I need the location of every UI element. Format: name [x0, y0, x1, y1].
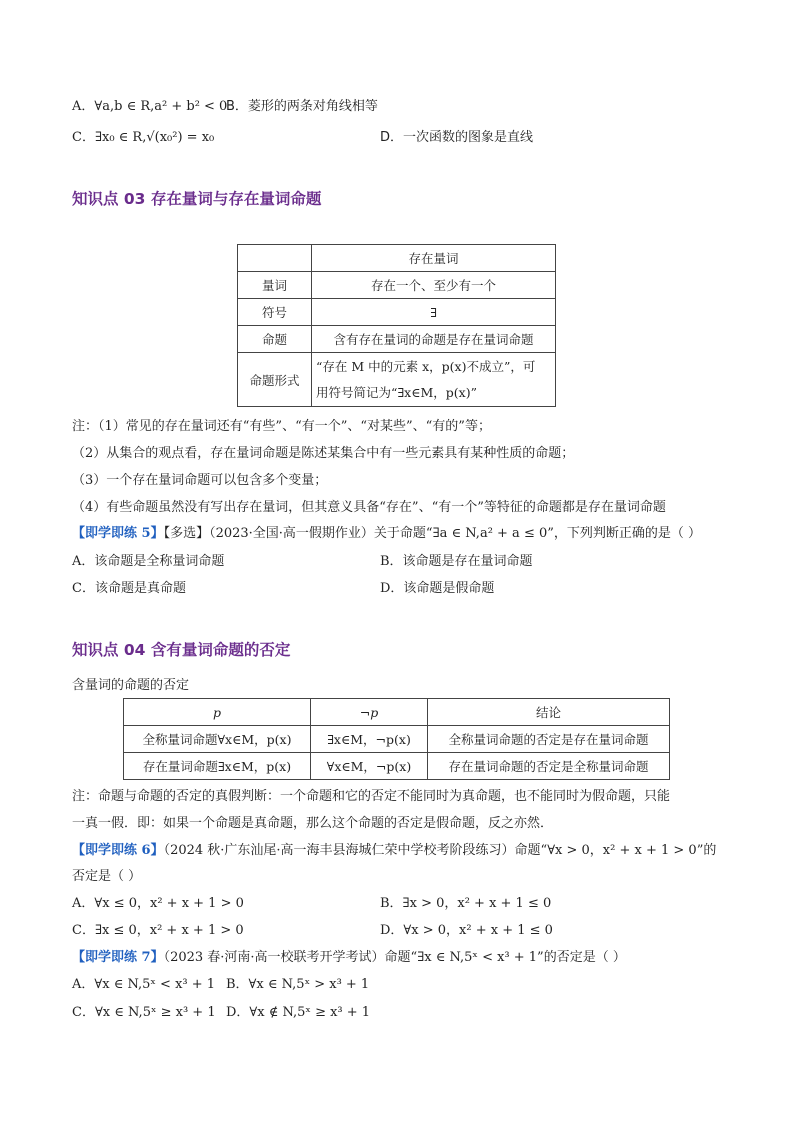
existential-quantifier-table	[237, 244, 556, 407]
option-b: B．菱形的两条对角线相等	[226, 99, 378, 114]
row-value: 存在一个、至少有一个	[312, 272, 556, 299]
table-corner-cell	[238, 245, 312, 272]
ex7-option-b: B．∀x ∈ N,5ˣ > x³ + 1	[226, 977, 370, 992]
ex5-option-c: C．该命题是真命题	[72, 581, 186, 596]
note-line: （4）有些命题虽然没有写出存在量词，但其意义具备“存在”、“有一个”等特征的命题都是存在量词命题	[72, 500, 666, 515]
col-header-conclusion: 结论	[428, 699, 670, 726]
section-heading-03: 知识点 03 存在量词与存在量词命题	[72, 190, 322, 208]
exercise-6-cont: 否定是（ ）	[72, 869, 142, 884]
col-header-p: p	[124, 699, 311, 726]
row-value	[312, 353, 556, 407]
row-value: ∃	[312, 299, 556, 326]
note-line: （2）从集合的观点看，存在量词命题是陈述某集合中有一些元素具有某种性质的命题；	[72, 446, 575, 461]
note-line: 注：命题与命题的否定的真假判断：一个命题和它的否定不能同时为真命题，也不能同时为假命题，只能	[72, 789, 671, 804]
row-label: 符号	[238, 299, 312, 326]
note-line: 一真一假．即：如果一个命题是真命题，那么这个命题的否定是假命题，反之亦然．	[72, 816, 554, 831]
table-cell: 存在量词命题的否定是全称量词命题	[428, 753, 670, 780]
ex6-option-c: C．∃x ≤ 0，x² + x + 1 > 0	[72, 923, 244, 938]
option-c: C．∃x₀ ∈ R,√(x₀²) = x₀	[72, 130, 215, 145]
note-line: （3）一个存在量词命题可以包含多个变量；	[72, 473, 328, 488]
row-label: 量词	[238, 272, 312, 299]
exercise-text: （2024 秋·广东汕尾·高一海丰县海城仁荣中学校考阶段练习）命题“∀x > 0，x² + x + 1 > 0”的	[163, 843, 717, 858]
col-header-not-p: ¬p	[311, 699, 428, 726]
exercise-7	[72, 946, 626, 965]
section-intro: 含量词的命题的否定	[72, 678, 190, 693]
ex7-option-a: A．∀x ∈ N,5ˣ < x³ + 1	[72, 977, 216, 992]
exercise-5	[72, 522, 701, 541]
exercise-text: 【多选】（2023·全国·高一假期作业）关于命题“∃a ∈ N,a² + a ≤ 0”，下列判断正确的是（ ）	[163, 526, 702, 541]
exercise-text: （2023 春·河南·高一校联考开学考试）命题“∃x ∈ N,5ˣ < x³ + 1”的否定是（ ）	[163, 950, 626, 965]
exercise-tag: 【即学即练 6】	[72, 843, 164, 858]
ex5-option-b: B．该命题是存在量词命题	[380, 554, 533, 569]
ex5-option-a: A．该命题是全称量词命题	[72, 554, 225, 569]
row-label: 命题形式	[238, 353, 312, 407]
ex7-option-d: D．∀x ∉ N,5ˣ ≥ x³ + 1	[226, 1005, 371, 1020]
row-value-line: “存在 M 中的元素 x，p(x)不成立”，可	[316, 358, 536, 374]
ex5-option-d: D．该命题是假命题	[380, 581, 495, 596]
option-a: A．∀a,b ∈ R,a² + b² < 0	[72, 99, 228, 114]
row-label: 命题	[238, 326, 312, 353]
table-cell: ∀x∈M，¬p(x)	[311, 753, 428, 780]
table-header: 存在量词	[312, 245, 556, 272]
negation-table	[123, 698, 670, 780]
ex6-option-b: B．∃x > 0，x² + x + 1 ≤ 0	[380, 896, 552, 911]
table-cell: 存在量词命题∃x∈M，p(x)	[124, 753, 311, 780]
section-heading-04: 知识点 04 含有量词命题的否定	[72, 641, 291, 659]
ex7-option-c: C．∀x ∈ N,5ˣ ≥ x³ + 1	[72, 1005, 216, 1020]
exercise-tag: 【即学即练 5】	[72, 526, 164, 541]
row-value: 含有存在量词的命题是存在量词命题	[312, 326, 556, 353]
option-d: D．一次函数的图象是直线	[380, 130, 534, 145]
exercise-6	[72, 839, 716, 858]
ex6-option-d: D．∀x > 0，x² + x + 1 ≤ 0	[380, 923, 553, 938]
exercise-tag: 【即学即练 7】	[72, 950, 164, 965]
table-cell: 全称量词命题的否定是存在量词命题	[428, 726, 670, 753]
note-line: 注：（1）常见的存在量词还有“有些”、“有一个”、“对某些”、“有的”等；	[72, 419, 491, 434]
table-cell: 全称量词命题∀x∈M，p(x)	[124, 726, 311, 753]
ex6-option-a: A．∀x ≤ 0，x² + x + 1 > 0	[72, 896, 244, 911]
row-value-line: 用符号简记为“∃x∈M，p(x)”	[316, 384, 477, 400]
table-cell: ∃x∈M，¬p(x)	[311, 726, 428, 753]
